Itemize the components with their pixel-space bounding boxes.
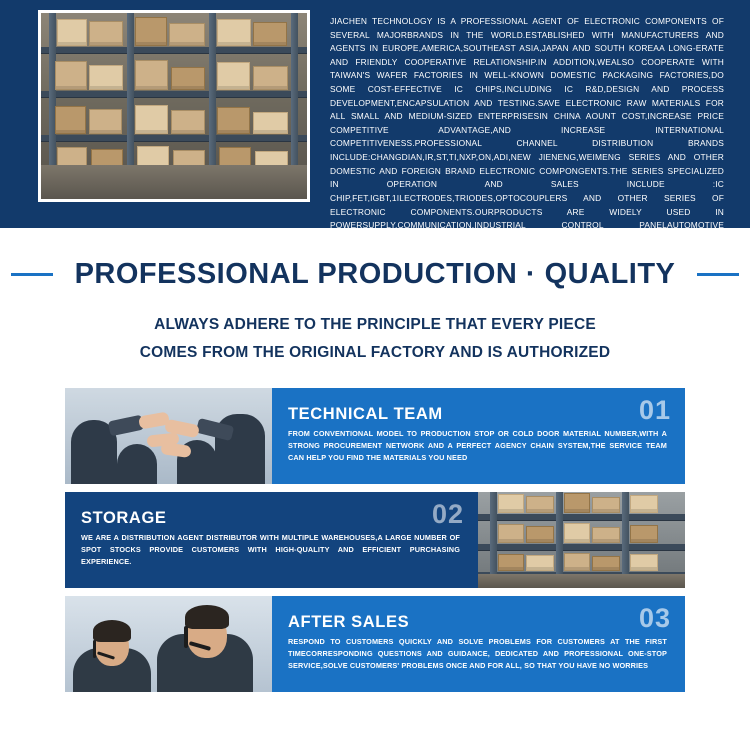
storage-box <box>564 523 590 543</box>
storage-box <box>630 554 658 571</box>
rack-shelf <box>478 514 685 520</box>
storage-box <box>57 19 87 46</box>
card-title: STORAGE <box>81 509 167 528</box>
storage-box <box>498 554 524 571</box>
storage-box <box>253 66 288 90</box>
card-description: RESPOND TO CUSTOMERS QUICKLY AND SOLVE PROBLEMS FOR CUSTOMERS AT THE FIRST TIMECORRESPONDING QUESTIONS AND GUIDANCE, DEDICATED AND PROFESSIONAL ONE-STOP SERVICE,SOLVE CUSTOMERS' PROBLEMS ONCE AND FOR ALL, SO THAT YOU HAVE NO WORRIES <box>288 637 667 670</box>
card-title: TECHNICAL TEAM <box>288 405 443 424</box>
card-title: AFTER SALES <box>288 613 410 632</box>
headset-band <box>93 640 96 658</box>
person-hair <box>185 605 229 629</box>
card-title-row <box>288 605 671 632</box>
card-description: FROM CONVENTIONAL MODEL TO PRODUCTION STOP OR COLD DOOR MATERIAL NUMBER,WITH A STRONG PROCUREMENT NETWORK AND A PERFECT AGENCY CHAIN SYSTEM,THE SERVICE TEAM CAN HELP YOU FIND THE MATERIALS YOU NEED <box>288 429 667 462</box>
warehouse-storage-photo <box>478 492 685 588</box>
company-intro-banner <box>0 0 750 244</box>
card-number: 03 <box>638 603 671 634</box>
card-number: 02 <box>431 499 464 530</box>
section-header <box>0 258 750 291</box>
person-hair <box>93 620 131 642</box>
headset-band <box>184 626 188 648</box>
company-intro-text: JIACHEN TECHNOLOGY IS A PROFESSIONAL AGENT OF ELECTRONIC COMPONENTS OF SEVERAL MAJORBRANDS IN THE WORLD.ESTABLISHED WITH MANUFACTURERS AND AGENTS IN EUROPE,AMERICA,SOUTHEAST ASIA,JAPAN AND SOUTH KOREAA LONG-ERATE AND FRIENDLY COOPERATIVE RELATIONSHIP.IN ADDITION,WEALSO COOPERATE WITH TAIWAN'S WAFER FACTORIES IN WELL-KNOWN DOMESTIC PACKAGING FACTORIES,DO SOME COST-EFFECTIVE IC CHIPS,INCLUDING IC R&D,DESIGN AND PROCESS DEVELOPMENT,ENCAPSULATION AND TESTING.SAVE ELECTRONIC RAW MATERIALS FOR ALL SMALL AND MEDIUM-SIZED ENTERPRISESIN CHINA AOUNT COST,INCREASE PRICE COMPETITIVE ADVANTAGE,AND INCREASE INTERNATIONAL COMPETITIVENESS.PROFESSIONAL CHANNEL DISTRIBUTION BRANDS INCLUDE:CHANGDIAN,IR,ST,TI,NXP,ON,ADI,NEW JIENENG,WEIMENG SERIES AND OTHER DOMESTIC AND FOREIGN BRAND ELECTRONIC COMPONGENTS.THE SERIES SPECIALIZED IN OPERATION AND SALES INCLUDE :IC CHIP,FET,IGBT,1ILECTRODES,TRIODES,OPTOCOUPLERS AND OTHER SERIES OF ELECTRONIC COMPONENTS.OURPRODUCTS ARE WIDELY USED IN POWERSUPPLY,COMMUNICATION,INDUSTRIAL CONTROL PANELAUTOMOTIVE ELECTRONICS,MEDICAL EQUIPMENT,HOME APPLIANCES AND OTHER FLELDS <box>330 16 724 244</box>
storage-box <box>253 22 287 46</box>
card-body <box>65 492 478 588</box>
storage-box <box>526 555 554 571</box>
storage-box <box>89 21 123 46</box>
warehouse-floor <box>478 574 685 588</box>
storage-box <box>253 112 288 134</box>
rule-right-icon <box>697 273 739 276</box>
storage-box <box>630 495 658 513</box>
subtitle-line-1: ALWAYS ADHERE TO THE PRINCIPLE THAT EVERY PIECE <box>154 316 596 333</box>
card-number: 01 <box>638 395 671 426</box>
rule-left-icon <box>11 273 53 276</box>
storage-box <box>135 60 168 90</box>
storage-box <box>171 67 205 90</box>
feature-card-list <box>65 388 685 692</box>
storage-box <box>498 524 524 543</box>
storage-box <box>217 62 250 90</box>
storage-box <box>135 105 168 134</box>
customer-service-headset-photo <box>65 596 272 692</box>
rack-shelf <box>41 91 307 97</box>
team-handshake-photo <box>65 388 272 484</box>
page-title: PROFESSIONAL PRODUCTION · QUALITY <box>74 258 676 290</box>
feature-card-storage <box>65 492 685 588</box>
card-body <box>272 388 685 484</box>
storage-box <box>592 497 620 513</box>
storage-box <box>55 61 87 90</box>
storage-box <box>89 109 122 134</box>
storage-box <box>55 106 86 134</box>
storage-box <box>592 527 620 543</box>
storage-box <box>592 556 620 571</box>
storage-box <box>498 494 524 513</box>
storage-box <box>564 493 590 513</box>
section-subtitle <box>0 311 750 366</box>
card-title-row <box>288 397 671 424</box>
feature-card-technical-team <box>65 388 685 484</box>
storage-box <box>217 19 251 46</box>
storage-box <box>630 525 658 543</box>
storage-box <box>135 17 167 46</box>
feature-card-after-sales <box>65 596 685 692</box>
storage-box <box>89 65 123 90</box>
card-body <box>272 596 685 692</box>
storage-box <box>171 110 205 134</box>
subtitle-line-2: COMES FROM THE ORIGINAL FACTORY AND IS AUTHORIZED <box>139 343 611 361</box>
storage-box <box>526 526 554 543</box>
rack-shelf <box>478 544 685 550</box>
warehouse-shelves-photo <box>38 10 310 202</box>
person-figure <box>117 444 157 484</box>
storage-box <box>169 23 205 46</box>
storage-box <box>217 107 250 134</box>
rack-shelf <box>41 47 307 53</box>
card-title-row <box>81 501 464 528</box>
storage-box <box>564 553 590 571</box>
warehouse-floor <box>41 165 307 199</box>
rack-shelf <box>41 135 307 141</box>
storage-box <box>526 496 554 513</box>
card-description: WE ARE A DISTRIBUTION AGENT DISTRIBUTOR WITH MULTIPLE WAREHOUSES,A LARGE NUMBER OF SPOT STOCKS PROVIDE CUSTOMERS WITH HIGH-QUALITY AND EFFICIENT PURCHASING EXPERIENCE. <box>81 533 460 566</box>
